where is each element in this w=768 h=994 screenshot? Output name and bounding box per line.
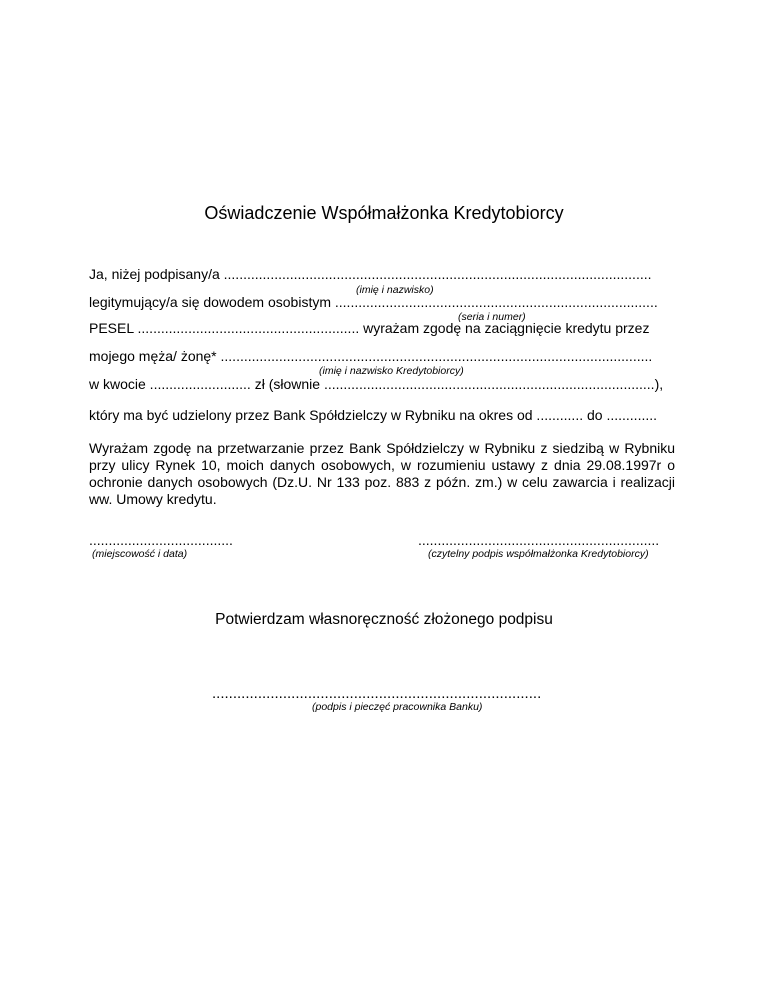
hint-name: (imię i nazwisko) bbox=[356, 284, 434, 296]
bank-signature-hint: (podpis i pieczęć pracownika Banku) bbox=[312, 701, 483, 713]
line-pesel-consent: PESEL ......................................................... wyrażam zgodę na zaciągnięcie kredytu przez bbox=[89, 320, 650, 336]
line-spouse-name: mojego męża/ żonę* ............................................................................................................... bbox=[89, 348, 653, 364]
confirmation-title: Potwierdzam własnoręczność złożonego podpisu bbox=[215, 611, 553, 628]
bank-signature-dots: ............................................................................... bbox=[212, 685, 542, 702]
line-signatory-name: Ja, niżej podpisany/a .............................................................................................................. bbox=[89, 266, 652, 282]
spouse-signature-hint: (czytelny podpis współmałżonka Kredytobiorcy) bbox=[428, 548, 649, 560]
place-date-dots: ..................................... bbox=[89, 532, 233, 548]
document-title: Oświadczenie Współmałżonka Kredytobiorcy bbox=[204, 203, 564, 223]
consent-paragraph: Wyrażam zgodę na przetwarzanie przez Bank Spółdzielczy w Rybniku z siedzibą w Rybniku przy ulicy Rynek 10, moich danych osobowych, w rozumieniu ustawy z dnia 29.08.1997r o ochronie danych osobowych (Dz.U. Nr 133 poz. 883 z późn. zm.) w celu zawarcia i realizacji ww. Umowy kredytu. bbox=[89, 440, 675, 507]
spouse-signature-dots: .............................................................. bbox=[418, 532, 660, 548]
hint-id-series: (seria i numer) bbox=[458, 311, 526, 323]
line-id-document: legitymujący/a się dowodem osobistym ................................................................................... bbox=[89, 294, 658, 310]
hint-borrower-name: (imię i nazwisko Kredytobiorcy) bbox=[319, 365, 464, 377]
place-date-hint: (miejscowość i data) bbox=[92, 548, 188, 560]
line-amount: w kwocie .......................... zł (słownie .....................................................................................), bbox=[89, 376, 664, 392]
line-loan-period: który ma być udzielony przez Bank Spółdzielczy w Rybniku na okres od ............ do ............. bbox=[89, 407, 658, 423]
